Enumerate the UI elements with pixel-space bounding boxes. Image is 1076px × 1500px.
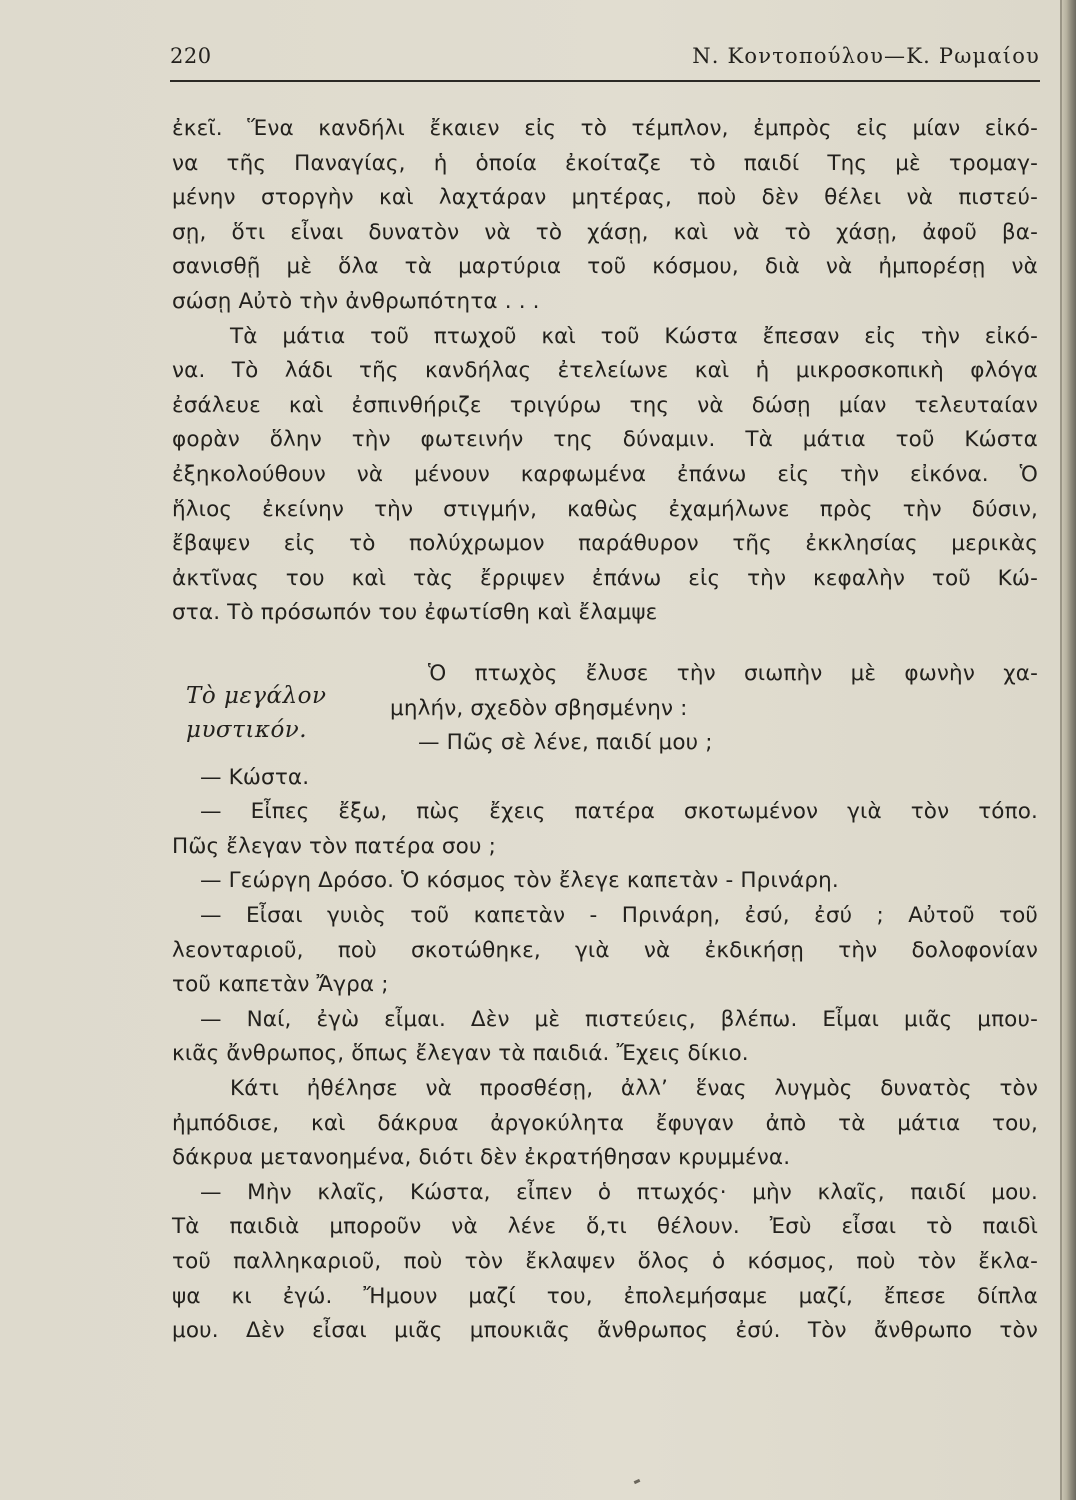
text-line: τοῦ παλληκαριοῦ, ποὺ τὸν ἔκλαψεν ὅλος ὁ κόσμος, ποὺ τὸν ἔκλα-	[172, 1249, 1038, 1274]
text-line: σῃ, ὅτι εἶναι δυνατὸν νὰ τὸ χάσῃ, καὶ νὰ τὸ χάσῃ, ἀφοῦ βα-	[172, 219, 1038, 245]
text-line: ἐσάλευε καὶ ἐσπινθήριζε τριγύρω της νὰ δώσῃ μίαν τελευταίαν	[172, 392, 1038, 418]
text-line: — Εἶπες ἔξω, πὼς ἔχεις πατέρα σκοτωμένον γιὰ τὸν τόπο.	[200, 799, 1038, 825]
running-head: Ν. Κοντοπούλου—Κ. Ρωμαίου	[692, 44, 1040, 68]
text-line: λεονταριοῦ, ποὺ σκοτώθηκε, γιὰ νὰ ἐκδικήσῃ τὴν δολοφονίαν	[172, 937, 1038, 963]
side-heading	[186, 679, 326, 747]
book-spine-edge	[1060, 0, 1062, 1500]
text-line: ψα κι ἐγώ. Ἤμουν μαζί του, ἐπολεμήσαμε μαζί, ἔπεσε δίπλα	[172, 1283, 1038, 1309]
text-line: μου. Δὲν εἶσαι μιᾶς μπουκιᾶς ἄνθρωπος ἐσύ. Τὸν ἄνθρωπο τὸν	[172, 1318, 1038, 1344]
paper-speck	[634, 1479, 641, 1484]
text-line: φορὰν ὅλην τὴν φωτεινήν της δύναμιν. Τὰ μάτια τοῦ Κώστα	[172, 427, 1038, 453]
section-gap	[172, 631, 1038, 657]
text-line: στα. Τὸ πρόσωπόν του ἐφωτίσθη καὶ ἔλαμψε	[172, 600, 658, 626]
text-line: να. Τὸ λάδι τῆς κανδήλας ἐτελείωνε καὶ ἡ μικροσκοπικὴ φλόγα	[172, 358, 1038, 384]
side-heading-line: Τὸ μεγάλον	[186, 682, 327, 709]
text-line: ἐκεῖ. Ἕνα κανδήλι ἔκαιεν εἰς τὸ τέμπλον, ἐμπρὸς εἰς μίαν εἰκό-	[172, 116, 1038, 141]
text-line: — Πῶς σὲ λένε, παιδί μου ;	[418, 730, 713, 756]
text-line: μένην στοργὴν καὶ λαχτάραν μητέρας, ποὺ δὲν θέλει νὰ πιστεύ-	[172, 185, 1038, 211]
side-heading-line: μυστικόν.	[186, 716, 308, 743]
text-line: — Εἶσαι γυιὸς τοῦ καπετὰν - Πρινάρη, ἐσύ, ἐσύ ; Αὐτοῦ τοῦ	[200, 903, 1038, 929]
book-spine-shadow	[1060, 0, 1076, 1500]
text-line: μηλήν, σχεδὸν σβησμένην :	[390, 695, 688, 721]
body-text	[172, 112, 1038, 1349]
text-line: δάκρυα μετανοημένα, διότι δὲν ἐκρατήθησαν κρυμμένα.	[172, 1145, 791, 1171]
page-number: 220	[170, 44, 212, 68]
text-line: Τὰ μάτια τοῦ πτωχοῦ καὶ τοῦ Κώστα ἔπεσαν εἰς τὴν εἰκό-	[230, 323, 1038, 349]
text-line: σώσῃ Αὐτὸ τὴν ἀνθρωπότητα . . .	[172, 288, 540, 314]
text-line: κιᾶς ἄνθρωπος, ὅπως ἔλεγαν τὰ παιδιά. Ἔχεις δίκιο.	[172, 1041, 749, 1067]
text-line: — Μὴν κλαῖς, Κώστα, εἶπεν ὁ πτωχός· μὴν κλαῖς, παιδί μου.	[200, 1179, 1038, 1205]
text-line: — Γεώργη Δρόσο. Ὁ κόσμος τὸν ἔλεγε καπετὰν - Πρινάρη.	[200, 868, 839, 894]
text-line: σανισθῇ μὲ ὅλα τὰ μαρτύρια τοῦ κόσμου, διὰ νὰ ἠμπορέσῃ νὰ	[172, 254, 1038, 280]
text-line: Τὰ παιδιὰ μποροῦν νὰ λένε ὅ,τι θέλουν. Ἐσὺ εἶσαι τὸ παιδὶ	[172, 1214, 1038, 1240]
text-line: ἥλιος ἐκείνην τὴν στιγμήν, καθὼς ἐχαμήλωνε πρὸς τὴν δύσιν,	[172, 496, 1038, 522]
text-line: Ὁ πτωχὸς ἔλυσε τὴν σιωπὴν μὲ φωνὴν χα-	[428, 660, 1038, 686]
text-line: Πῶς ἔλεγαν τὸν πατέρα σου ;	[172, 833, 496, 859]
text-line: ἔβαψεν εἰς τὸ πολύχρωμον παράθυρον τῆς ἐκκλησίας μερικὰς	[172, 531, 1038, 557]
text-line: ἐξηκολούθουν νὰ μένουν καρφωμένα ἐπάνω εἰς τὴν εἰκόνα. Ὁ	[172, 461, 1038, 487]
text-line: τοῦ καπετὰν Ἄγρα ;	[172, 972, 389, 998]
text-line: ἠμπόδισε, καὶ δάκρυα ἀργοκύλητα ἔφυγαν ἀπὸ τὰ μάτια του,	[172, 1110, 1038, 1136]
text-line: — Ναί, ἐγὼ εἶμαι. Δὲν μὲ πιστεύεις, βλέπω. Εἶμαι μιᾶς μπου-	[200, 1006, 1038, 1032]
text-line: Κάτι ἠθέλησε νὰ προσθέσῃ, ἀλλ’ ἕνας λυγμὸς δυνατὸς τὸν	[230, 1076, 1038, 1102]
text-line: ἀκτῖνας του καὶ τὰς ἔρριψεν ἐπάνω εἰς τὴν κεφαλὴν τοῦ Κώ-	[172, 565, 1038, 591]
text-line: — Κώστα.	[200, 764, 310, 790]
header-rule	[170, 80, 1040, 82]
page-header	[170, 44, 1040, 80]
text-line: να τῆς Παναγίας, ἡ ὁποία ἐκοίταζε τὸ παιδί Της μὲ τρομαγ-	[172, 150, 1038, 176]
